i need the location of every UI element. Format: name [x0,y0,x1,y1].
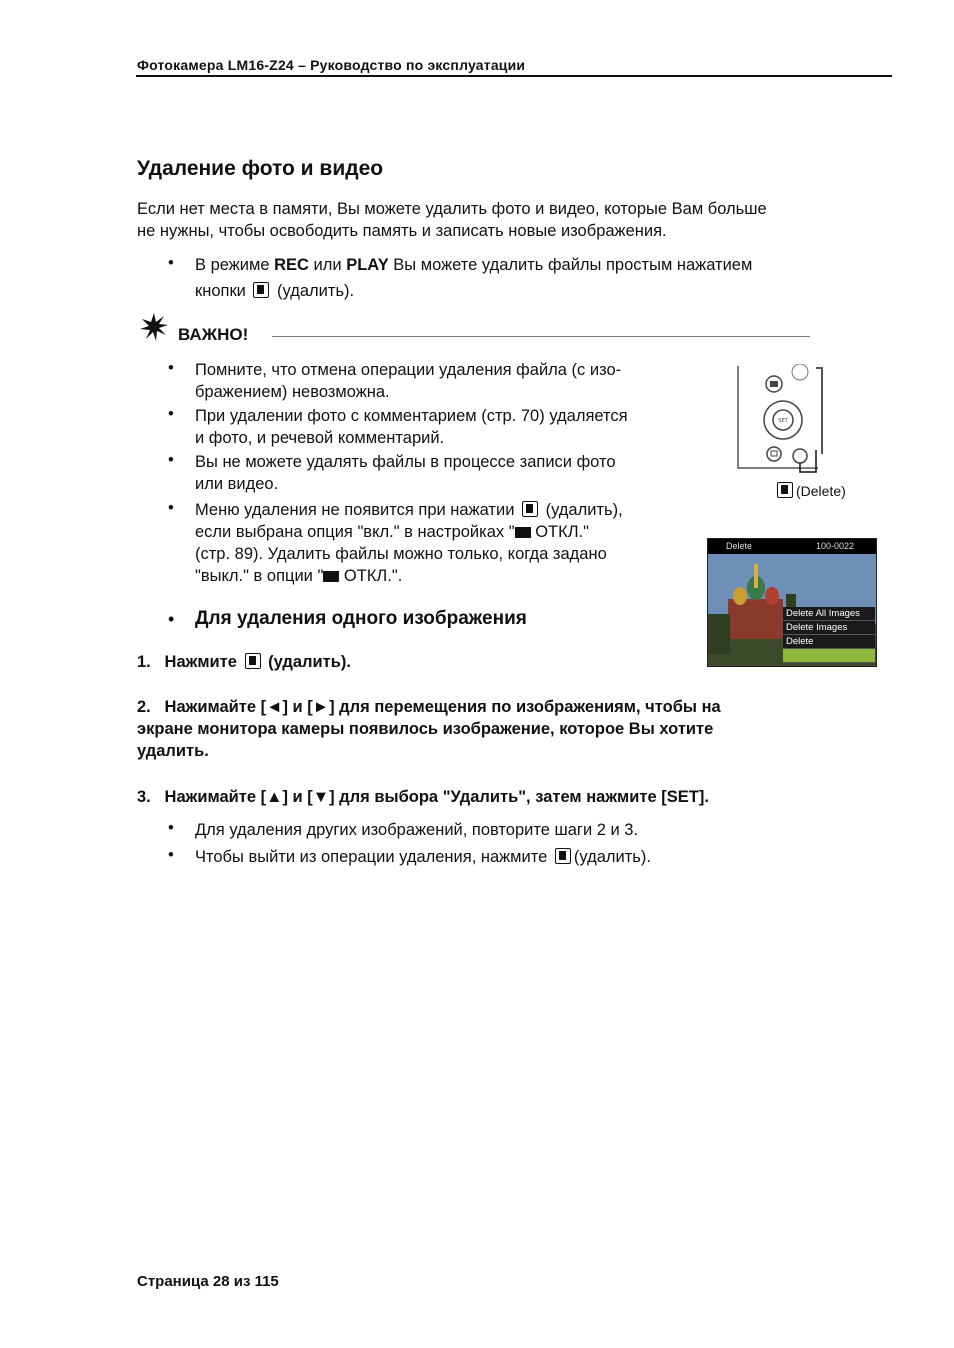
trash-icon [555,848,571,864]
camera-back-illustration [730,364,825,474]
text-part: Чтобы выйти из операции удаления, нажмите [195,848,552,866]
trash-icon [522,501,538,517]
bullet-dot: • [168,405,174,423]
burst-icon [140,313,168,341]
right-key-label: [►] [307,698,335,716]
important-item-2-line1: При удалении фото с комментарием (стр. 70) удаляется [195,407,628,425]
text-part: или [308,256,347,274]
screen-file-number: 100-0022 [816,541,855,551]
text-part: для перемещения по изображениям, чтобы на [334,698,721,716]
up-key-label: [▲] [260,788,288,806]
text-part: ОТКЛ.". [339,567,403,585]
bullet-dot: • [168,451,174,469]
bullet-dot: • [168,359,174,377]
text-part: Нажмите [164,653,242,671]
bullet-dot: • [168,819,174,837]
step-number: 2. [137,698,151,716]
header-rule [136,75,892,77]
intro-line-1: Если нет места в памяти, Вы можете удалить фото и видео, которые Вам больше [137,200,767,218]
important-rule [272,336,810,337]
text-part: кнопки [195,282,251,300]
important-item-3-line2: или видео. [195,475,279,493]
intro-line-2: не нужны, чтобы освободить память и записать новые изображения. [137,222,667,240]
screen-mode-label: Delete [726,541,753,551]
left-key-label: [◄] [260,698,288,716]
delete-menu [783,607,875,663]
trash-icon [253,282,269,298]
text-part: Нажимайте [164,698,261,716]
bullet-dot: • [168,846,174,864]
camera-caption [774,482,846,499]
text-part: и [287,788,308,806]
important-item-1-line2: бражением) невозможна. [195,383,390,401]
step-3 [137,786,709,808]
text-part: Меню удаления не появится при нажатии [195,501,520,519]
running-header: Фотокамера LM16-Z24 – Руководство по эксплуатации [137,57,526,73]
important-item-4-line3: (стр. 89). Удалить файлы можно только, когда задано [195,545,607,563]
page-footer: Страница 28 из 115 [137,1273,279,1290]
menu-item-cancel: Cancel [783,649,875,663]
important-item-3-line1: Вы не можете удалять файлы в процессе записи фото [195,453,616,471]
text-part: ОТКЛ." [530,523,589,541]
important-item-1-line1: Помните, что отмена операции удаления файла (с изо- [195,361,622,379]
important-item-4-line2 [195,521,589,543]
important-item-4-line1 [195,499,623,521]
important-item-4-line4 [195,565,402,587]
camera-setting-icon [515,527,531,538]
play-mode-label: PLAY [346,256,389,274]
note-2 [195,846,651,868]
important-item-2-line2: и фото, и речевой комментарий. [195,429,445,447]
text-part: Нажимайте [164,788,261,806]
text-part: (удалить). [263,653,351,671]
text-part: и [287,698,308,716]
section-title: Удаление фото и видео [137,157,384,180]
step-1 [137,651,351,673]
text-part: (удалить), [541,501,623,519]
bullet-dot: • [168,254,174,272]
step-number: 3. [137,788,151,806]
text-part: (удалить). [272,282,355,300]
text-part: Вы можете удалить файлы простым нажатием [388,256,753,274]
rec-mode-label: REC [274,256,309,274]
menu-item-delete-all: Delete All Images [783,607,875,621]
down-key-label: [▼] [307,788,335,806]
screen-status-bar [708,539,876,554]
important-label: ВАЖНО! [178,325,249,344]
step-number: 1. [137,653,151,671]
menu-item-delete: Delete [783,635,875,649]
step-2-line1 [137,696,721,718]
lcd-screen-illustration [707,538,877,667]
svg-text:SET: SET [778,418,788,424]
subsection-title: Для удаления одного изображения [195,608,527,629]
text-part: для выбора "Удалить", затем нажмите [SET]. [334,788,709,806]
text-part: если выбрана опция "вкл." в настройках " [195,523,515,541]
menu-item-delete-images: Delete Images [783,621,875,635]
note-1: Для удаления других изображений, повторите шаги 2 и 3. [195,821,639,839]
step-2-line3: удалить. [137,742,209,760]
bullet-rec-play [195,254,752,276]
bullet-dot: • [168,609,175,629]
text-part: В режиме [195,256,275,274]
camera-setting-icon [323,571,339,582]
bullet-dot: • [168,499,174,517]
trash-icon [245,653,261,669]
text-part: (удалить). [573,848,651,866]
text-part: "выкл." в опции " [195,567,324,585]
step-2-line2: экране монитора камеры появилось изображение, которое Вы хотите [137,720,714,738]
bullet-rec-play-line2 [195,280,354,302]
trash-icon [777,482,793,498]
camera-caption-text: (Delete) [796,483,846,499]
